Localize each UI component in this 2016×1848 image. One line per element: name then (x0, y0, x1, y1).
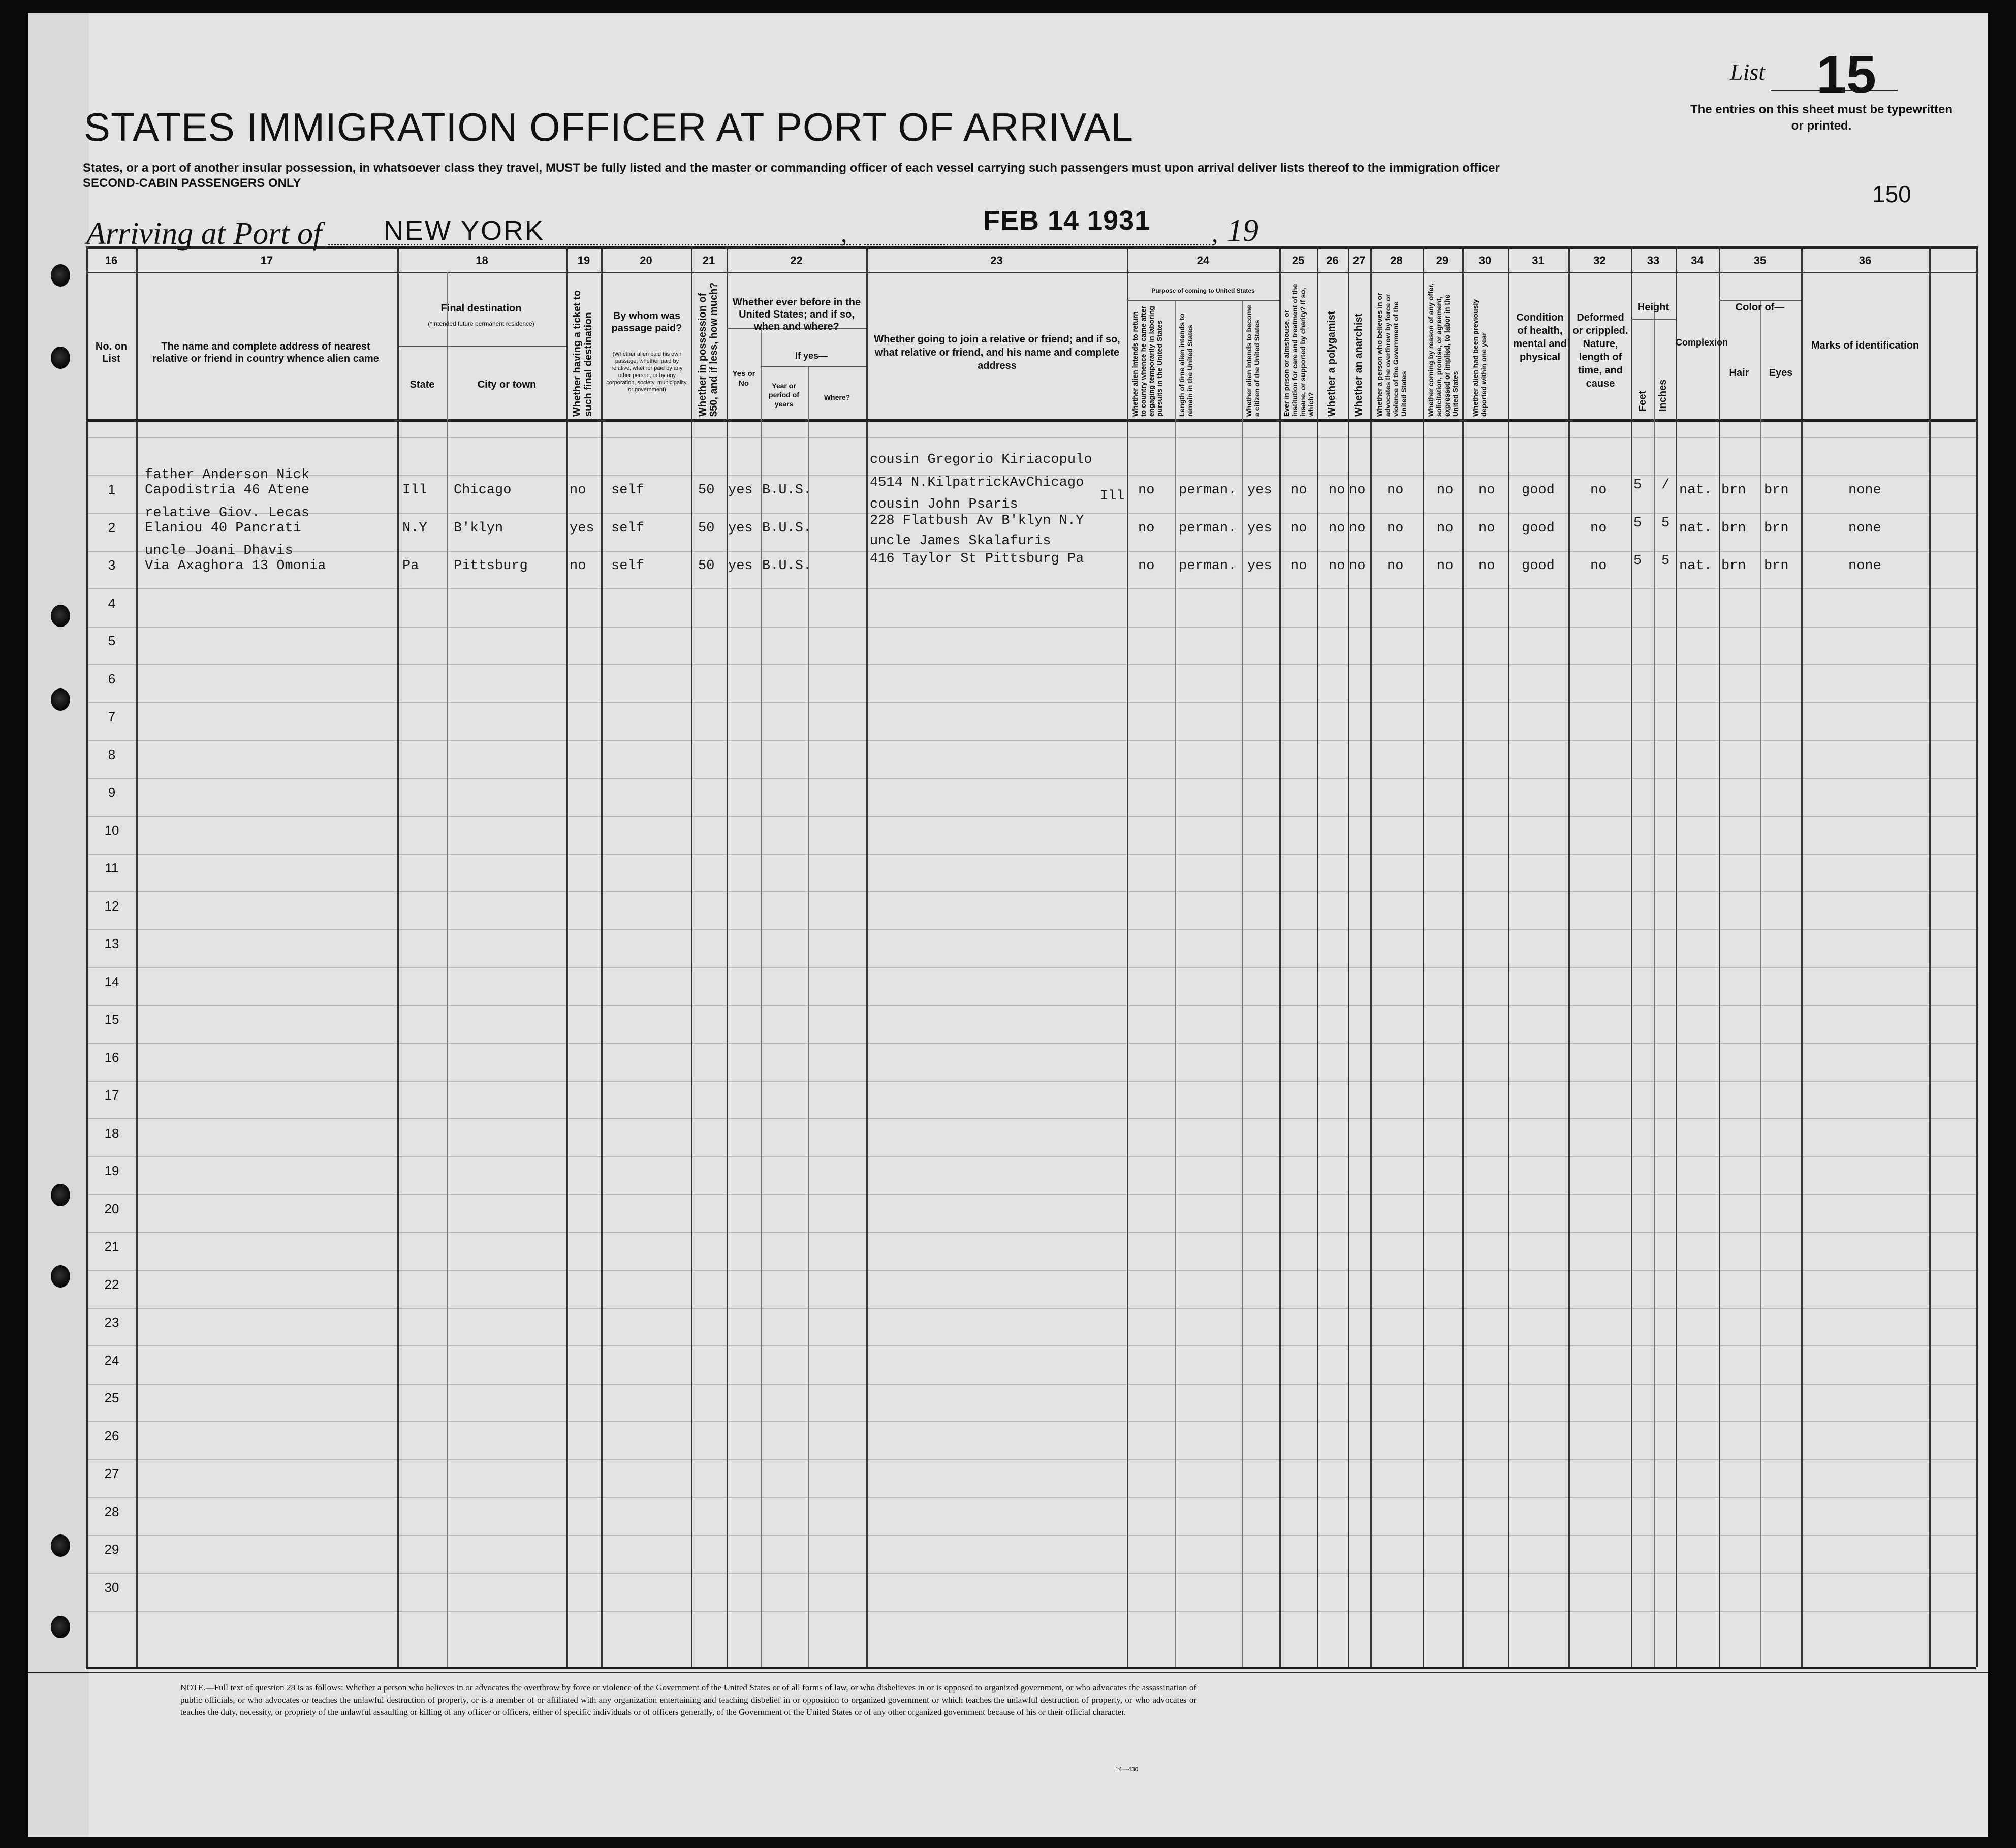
column-rule (1631, 246, 1632, 1667)
ticket-value: no (570, 558, 586, 574)
column-number: 35 (1753, 254, 1767, 267)
row-number: 13 (104, 936, 119, 951)
complexion-value: nat. (1679, 520, 1712, 536)
length-value: perman. (1179, 483, 1237, 498)
column-rule (1423, 246, 1424, 1667)
header-prison: Ever in prison or almshouse, or institution for care and treatment of the insane, or supported by charity? If so, which? (1282, 284, 1315, 417)
column-number: 25 (1292, 254, 1305, 267)
ticket-value: yes (570, 520, 594, 536)
column-rule (1370, 246, 1372, 1667)
row-rule (86, 437, 1976, 438)
row-rule (86, 967, 1976, 968)
manifest-sheet (28, 13, 1988, 1837)
anarchist-value: no (1349, 483, 1366, 498)
row-number: 30 (104, 1579, 119, 1595)
header-city: City or town (477, 379, 537, 390)
page-title: STATES IMMIGRATION OFFICER AT PORT OF ARRIVAL (84, 105, 1134, 149)
hair-value: brn (1721, 483, 1746, 498)
prison-value: no (1290, 483, 1307, 498)
anarchist-value: no (1349, 520, 1366, 536)
row-number: 14 (104, 974, 119, 989)
subheader-rule (1631, 319, 1676, 320)
eyes-value: brn (1764, 483, 1789, 498)
subheader-rule (1127, 300, 1279, 301)
subheader-rule (1719, 300, 1801, 301)
row-number: 4 (108, 595, 116, 611)
column-number: 17 (260, 254, 273, 267)
column-number: 18 (476, 254, 488, 267)
header-no-on-list: No. on List (95, 341, 128, 364)
column-rule (1317, 246, 1318, 1667)
column-rule (1568, 246, 1570, 1667)
colnum-rule (86, 272, 1976, 273)
header-bottom-rule (86, 419, 1976, 422)
column-rule (1462, 246, 1464, 1667)
subcolumn-rule (1242, 300, 1243, 1667)
feet-value: 5 (1633, 515, 1642, 531)
destination-city: Chicago (454, 483, 512, 498)
header-eyes: Eyes (1769, 367, 1793, 379)
form-code: 14—430 (1115, 1766, 1139, 1773)
row-number: 5 (108, 633, 116, 648)
relative-name: uncle Joani Dhavis (145, 543, 293, 558)
header-deported: Whether alien had been previously deported within one year (1471, 299, 1488, 417)
row-rule (86, 1611, 1976, 1612)
column-rule (1348, 246, 1349, 1667)
header-year-period: Year or period of years (769, 382, 799, 408)
column-number: 19 (577, 254, 590, 267)
marks-value: none (1848, 558, 1881, 574)
where-value: B.U.S. (762, 483, 812, 498)
binding-hole (51, 688, 70, 711)
overthrow-value: no (1387, 558, 1404, 574)
row-rule (86, 1497, 1976, 1498)
relative-name: father Anderson Nick (145, 467, 310, 483)
instructions-text: States, or a port of another insular possession, in whatsoever class they travel, MUST be fully listed and the master or commanding officer of each vessel carrying such passengers must upon arrival deliver lists thereof to the immigration officer (83, 161, 1500, 175)
complexion-value: nat. (1679, 483, 1712, 498)
header-state: State (410, 379, 435, 390)
row-rule (86, 664, 1976, 665)
hair-value: brn (1721, 558, 1746, 574)
header-color-of: Color of— (1735, 302, 1785, 313)
row-rule (86, 1573, 1976, 1574)
header-condition: Condition of health, mental and physical (1513, 312, 1567, 363)
paid-by-value: self (611, 483, 644, 498)
row-number: 12 (104, 898, 119, 914)
footnote: NOTE.—Full text of question 28 is as follows: Whether a person who believes in or advocates the overthrow by force or violence of the Government of the United States or of all forms of law, or who disbelieves in or is opposed to organized government, or who advocates the assassination of public officials, or who advocates or teaches the unlawful destruction of property, or is a member of or affiliated with any organization entertaining and teaching disbelief in or opposition to organized government or which teaches the unlawful destruction of property, or who advocates or teaches the duty, necessity, or propriety of the unlawful assaulting or killing of any officer or officers, either of specific individuals or of officers generally, of the Government of the United States or of any other organized government because of his or their official character. (180, 1683, 1196, 1717)
deported-value: no (1478, 558, 1495, 574)
header-ticket: Whether having a ticket to such final destination (572, 290, 594, 417)
row-rule (86, 1156, 1976, 1157)
row-rule (86, 1308, 1976, 1309)
inches-value: / (1661, 478, 1670, 493)
header-purpose: Purpose of coming to United States (1151, 287, 1255, 294)
column-number: 36 (1858, 254, 1872, 267)
column-rule (1676, 246, 1677, 1667)
column-number: 21 (702, 254, 715, 267)
column-number: 34 (1691, 254, 1704, 267)
binding-hole (51, 1534, 70, 1557)
row-rule (86, 1535, 1976, 1536)
row-number: 25 (104, 1390, 119, 1405)
column-number: 26 (1326, 254, 1339, 267)
relative-name: relative Giov. Lecas (145, 505, 310, 521)
header-labor-offer: Whether coming by reason of any offer, solicitation, promise, or agreement, expressed or implied, to labor in the United States (1427, 283, 1459, 417)
citizen-value: yes (1247, 483, 1272, 498)
column-rule (397, 246, 399, 1667)
labor-value: no (1437, 483, 1454, 498)
join-relative-address: 4514 N.KilpatrickAvChicago (870, 475, 1084, 490)
sheet-number: 150 (1872, 181, 1911, 207)
feet-value: 5 (1633, 478, 1642, 493)
inches-value: 5 (1661, 553, 1670, 569)
header-where: Where? (824, 393, 850, 401)
header-height: Height (1637, 302, 1670, 313)
paid-by-value: self (611, 558, 644, 574)
row-number: 11 (105, 860, 119, 875)
temp-value: no (1138, 558, 1155, 574)
row-rule (86, 1081, 1976, 1082)
relative-address: Via Axaghora 13 Omonia (145, 558, 326, 574)
row-rule (86, 1232, 1976, 1233)
header-feet: Feet (1637, 390, 1648, 412)
header-final-destination: Final destination (440, 303, 522, 314)
row-rule (86, 1421, 1976, 1422)
health-value: good (1522, 483, 1555, 498)
column-number: 20 (640, 254, 652, 267)
row-number: 16 (104, 1049, 119, 1065)
health-value: good (1522, 520, 1555, 536)
join-relative-state-note: Ill (1100, 489, 1125, 504)
header-hair: Hair (1729, 367, 1749, 379)
row-number: 17 (104, 1087, 119, 1103)
join-relative-name: cousin Gregorio Kiriacopulo (870, 452, 1092, 467)
column-rule (1719, 246, 1720, 1667)
binding-hole (51, 1184, 70, 1206)
header-joining-relative: Whether going to join a relative or friend; and if so, what relative or friend, and his name and complete address (874, 334, 1120, 371)
binding-hole (51, 605, 70, 627)
header-possession-money: Whether in possession of $50, and if less, how much? (697, 282, 719, 417)
column-rule (691, 246, 692, 1667)
money-value: 50 (698, 558, 715, 574)
binding-hole (51, 1265, 70, 1288)
eyes-value: brn (1764, 558, 1789, 574)
column-number: 22 (790, 254, 803, 267)
where-value: B.U.S. (762, 558, 812, 574)
row-rule (86, 740, 1976, 741)
inches-value: 5 (1661, 515, 1670, 531)
header-if-yes: If yes— (795, 351, 828, 361)
header-polygamist: Whether a polygamist (1326, 311, 1337, 417)
subcolumn-rule (1175, 300, 1176, 1667)
date-stamp: FEB 14 1931 (983, 205, 1151, 236)
row-number: 19 (104, 1163, 119, 1178)
column-number: 29 (1436, 254, 1449, 267)
destination-state: Ill (402, 483, 427, 498)
overthrow-value: no (1387, 520, 1404, 536)
row-rule (86, 816, 1976, 817)
row-number: 10 (104, 822, 119, 838)
relative-address: Capodistria 46 Atene (145, 483, 310, 498)
prison-value: no (1290, 558, 1307, 574)
row-rule (86, 929, 1976, 930)
row-rule (86, 1459, 1976, 1460)
row-rule (86, 1005, 1976, 1006)
header-anarchist: Whether an anarchist (1353, 313, 1364, 417)
header-overthrow: Whether a person who believes in or advocates the overthrow by force or violence of the Government of the United States (1375, 293, 1408, 417)
column-rule (1279, 246, 1281, 1667)
arrival-label: Arriving at Port of (86, 216, 322, 251)
column-number: 23 (990, 254, 1003, 267)
marks-value: none (1848, 520, 1881, 536)
row-rule (86, 778, 1976, 779)
row-number: 26 (104, 1428, 119, 1444)
row-rule (86, 1345, 1976, 1346)
temp-value: no (1138, 483, 1155, 498)
column-number: 33 (1647, 254, 1660, 267)
row-number: 1 (108, 482, 116, 497)
row-number: 9 (108, 785, 116, 800)
column-rule (1508, 246, 1509, 1667)
hair-value: brn (1721, 520, 1746, 536)
destination-city: B'klyn (454, 520, 503, 536)
header-passage-paid: By whom was passage paid? (611, 310, 682, 334)
where-value: B.U.S. (762, 520, 812, 536)
row-rule (86, 1118, 1976, 1119)
row-number: 15 (104, 1012, 119, 1027)
row-rule (86, 1270, 1976, 1271)
deformed-value: no (1590, 520, 1607, 536)
list-label: List (1730, 59, 1766, 85)
subcolumn-rule (1654, 302, 1655, 1667)
row-rule (86, 588, 1976, 589)
bottom-rule-2 (28, 1672, 1988, 1673)
header-complexion: Complexion (1676, 337, 1728, 348)
ticket-value: no (570, 483, 586, 498)
header-passage-paid-note: (Whether alien paid his own passage, whether paid by relative, whether paid by any other person, or by any corporation, society, municipality, or government) (606, 351, 688, 393)
column-rule (727, 246, 728, 1667)
row-number: 20 (104, 1201, 119, 1216)
citizen-value: yes (1247, 558, 1272, 574)
row-rule (86, 891, 1976, 892)
subcolumn-rule (447, 272, 448, 1667)
comma-separator-2: , (1212, 219, 1218, 247)
column-rule (1929, 246, 1931, 1667)
column-number: 27 (1352, 254, 1366, 267)
header-final-destination-note: (*Intended future permanent residence) (428, 320, 534, 327)
row-number: 2 (108, 519, 116, 535)
complexion-value: nat. (1679, 558, 1712, 574)
row-number: 7 (108, 709, 116, 724)
deformed-value: no (1590, 558, 1607, 574)
eyes-value: brn (1764, 520, 1789, 536)
prison-value: no (1290, 520, 1307, 536)
column-number: 31 (1532, 254, 1545, 267)
row-number: 21 (104, 1239, 119, 1254)
temp-value: no (1138, 520, 1155, 536)
year-prefix: 19 (1227, 213, 1258, 248)
row-number: 29 (104, 1542, 119, 1557)
row-number: 27 (104, 1466, 119, 1481)
column-rule (866, 246, 868, 1667)
list-number: 15 (1816, 45, 1876, 105)
column-number: 32 (1593, 254, 1606, 267)
labor-value: no (1437, 558, 1454, 574)
header-purpose-b: Length of time alien intends to remain in the United States (1178, 314, 1194, 417)
before-value: yes (728, 558, 753, 574)
column-rule (86, 246, 88, 1667)
subheader-rule (761, 366, 866, 367)
cabin-class-text: SECOND-CABIN PASSENGERS ONLY (83, 176, 301, 190)
row-number: 28 (104, 1504, 119, 1519)
destination-state: N.Y (402, 520, 427, 536)
header-marks: Marks of identification (1811, 340, 1919, 351)
typewritten-note: The entries on this sheet must be typewritten or printed. (1690, 103, 1953, 133)
row-rule (86, 1384, 1976, 1385)
row-rule (86, 702, 1976, 703)
money-value: 50 (698, 520, 715, 536)
header-purpose-a: Whether alien intends to return to country whence he came after engaging temporarily in laboring pursuits in the United States (1131, 306, 1163, 417)
length-value: perman. (1179, 558, 1237, 574)
citizen-value: yes (1247, 520, 1272, 536)
before-value: yes (728, 520, 753, 536)
row-rule (86, 1194, 1976, 1195)
row-number: 8 (108, 746, 116, 762)
column-number: 24 (1196, 254, 1210, 267)
column-number: 28 (1390, 254, 1403, 267)
deported-value: no (1478, 520, 1495, 536)
polygamist-value: no (1329, 483, 1345, 498)
column-rule (1801, 246, 1803, 1667)
header-before-in-us: Whether ever before in the United States; and if so, when and where? (732, 297, 861, 332)
column-number: 16 (105, 254, 118, 267)
binding-hole (51, 347, 70, 369)
column-rule (1976, 246, 1978, 1667)
row-number: 22 (104, 1276, 119, 1292)
table-bottom-rule (86, 1667, 1976, 1669)
header-yes-or-no: Yes or No (732, 369, 755, 388)
join-relative-address: 228 Flatbush Av B'klyn N.Y (870, 513, 1084, 528)
deformed-value: no (1590, 483, 1607, 498)
header-inches: Inches (1657, 379, 1668, 412)
health-value: good (1522, 558, 1555, 574)
subcolumn-rule (761, 328, 762, 1667)
row-rule (86, 627, 1976, 628)
money-value: 50 (698, 483, 715, 498)
binding-hole (51, 1616, 70, 1638)
header-deformed: Deformed or crippled. Nature, length of time, and cause (1572, 312, 1628, 389)
join-relative-address: 416 Taylor St Pittsburg Pa (870, 551, 1084, 567)
row-rule (86, 1043, 1976, 1044)
row-number: 23 (104, 1314, 119, 1330)
subcolumn-rule (1760, 300, 1761, 1667)
row-number: 18 (104, 1125, 119, 1141)
port-value: NEW YORK (384, 215, 545, 246)
before-value: yes (728, 483, 753, 498)
length-value: perman. (1179, 520, 1237, 536)
header-nearest-relative: The name and complete address of nearest relative or friend in country whence alien came (152, 341, 379, 364)
row-number: 3 (108, 557, 116, 573)
date-dotted-line (864, 244, 1214, 245)
table-top-rule (86, 246, 1976, 249)
row-number: 24 (104, 1352, 119, 1368)
destination-city: Pittsburg (454, 558, 528, 574)
column-rule (601, 246, 603, 1667)
marks-value: none (1848, 483, 1881, 498)
deported-value: no (1478, 483, 1495, 498)
column-number: 30 (1478, 254, 1492, 267)
row-number: 6 (108, 671, 116, 686)
comma-separator: , (841, 219, 847, 247)
polygamist-value: no (1329, 520, 1345, 536)
subheader-rule (397, 346, 566, 347)
join-relative-name: uncle James Skalafuris (870, 534, 1051, 549)
destination-state: Pa (402, 558, 419, 574)
relative-address: Elaniou 40 Pancrati (145, 520, 301, 536)
overthrow-value: no (1387, 483, 1404, 498)
labor-value: no (1437, 520, 1454, 536)
join-relative-name: cousin John Psaris (870, 497, 1018, 512)
anarchist-value: no (1349, 558, 1366, 574)
row-rule (86, 854, 1976, 855)
feet-value: 5 (1633, 553, 1642, 569)
column-rule (1127, 246, 1128, 1667)
paid-by-value: self (611, 520, 644, 536)
polygamist-value: no (1329, 558, 1345, 574)
header-purpose-c: Whether alien intends to become a citizen of the United States (1245, 305, 1261, 417)
binding-hole (51, 264, 70, 287)
column-rule (566, 246, 568, 1667)
column-rule (136, 246, 138, 1667)
